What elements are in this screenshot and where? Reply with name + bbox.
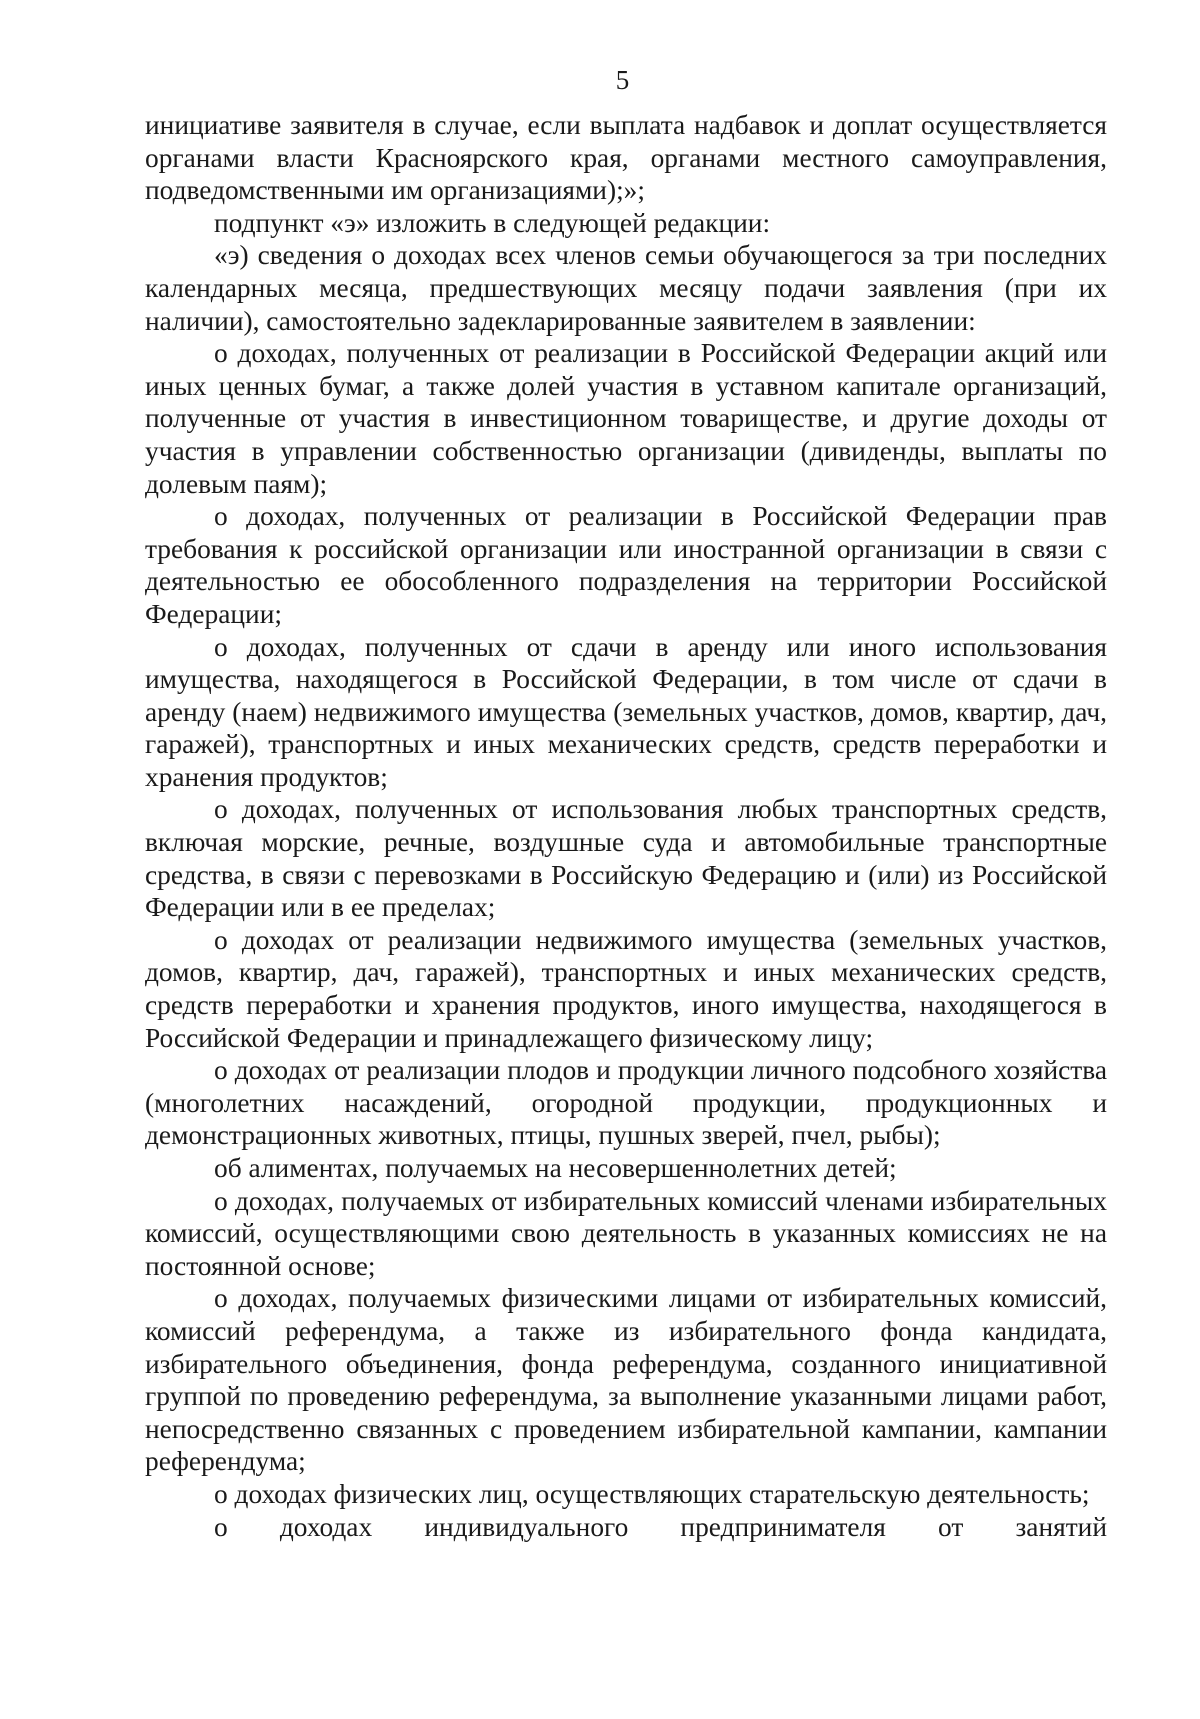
paragraph-income-real-estate-sale: о доходах от реализации недвижимого имущества (земельных участков, домов, квартир, дач, гаражей), транспортных и иных механических средств, средств переработки и хранения продуктов, иного имущества, находящегося в Российской Федерации и принадлежащего физическому лицу; — [145, 924, 1107, 1053]
document-body — [145, 109, 1107, 1543]
paragraph-income-transport: о доходах, полученных от использования любых транспортных средств, включая морские, речные, воздушные суда и автомобильные транспортные средства, в связи с перевозками в Российскую Федерацию и (или) из Российской Федерации или в ее пределах; — [145, 794, 1107, 923]
paragraph-subpoint-e: «э) сведения о доходах всех членов семьи обучающегося за три последних календарных месяца, предшествующих месяцу подачи заявления (при их наличии), самостоятельно задекларированные заявителем в заявлении: — [145, 240, 1107, 336]
paragraph-election-commission-members: о доходах, получаемых от избирательных комиссий членами избирательных комиссий, осуществляющими свою деятельность в указанных комиссиях не на постоянной основе; — [145, 1185, 1107, 1281]
paragraph-income-farming: о доходах от реализации плодов и продукции личного подсобного хозяйства (многолетних насаждений, огородной продукции, продукционных и демонстрационных животных, птицы, пушных зверей, пчел, рыбы); — [145, 1055, 1107, 1151]
paragraph-income-claim-rights: о доходах, полученных от реализации в Российской Федерации прав требования к российской организации или иностранной организации в связи с деятельностью ее обособленного подразделения на территории Российской Федерации; — [145, 501, 1107, 629]
paragraph-alimony: об алиментах, получаемых на несовершеннолетних детей; — [214, 1153, 897, 1183]
paragraph-income-rent: о доходах, полученных от сдачи в аренду или иного использования имущества, находящегося в Российской Федерации, в том числе от сдачи в аренду (наем) недвижимого имущества (земельных участков, домов, квартир, дач, гаражей), транспортных и иных механических средств, средств переработки и хранения продуктов; — [145, 631, 1107, 792]
paragraph-instruction: подпункт «э» изложить в следующей редакции: — [214, 207, 771, 238]
paragraph-election-commission-payments: о доходах, получаемых физическими лицами от избирательных комиссий, комиссий референдума, а также из избирательного фонда кандидата, избирательного объединения, фонда референдума, созданного инициативной группой по проведению референдума, за выполнение указанными лицами работ, непосредственно связанных с проведением избирательной кампании, кампании референдума; — [145, 1283, 1107, 1477]
paragraph-income-securities: о доходах, полученных от реализации в Российской Федерации акций или иных ценных бумаг, а также долей участия в уставном капитале организаций, полученные от участия в инвестиционном товариществе, и другие доходы от участия в управлении собственностью организации (дивиденды, выплаты по долевым паям); — [145, 338, 1107, 499]
page-number: 5 — [615, 65, 630, 95]
paragraph-continuation: инициативе заявителя в случае, если выплата надбавок и доплат осуществляется органами власти Красноярского края, органами местного самоуправления, подведомственными им организациями);»; — [145, 110, 1107, 206]
paragraph-entrepreneur: о доходах индивидуального предпринимателя от занятий — [214, 1511, 1107, 1542]
paragraph-prospecting: о доходах физических лиц, осуществляющих старательскую деятельность; — [214, 1478, 1090, 1509]
